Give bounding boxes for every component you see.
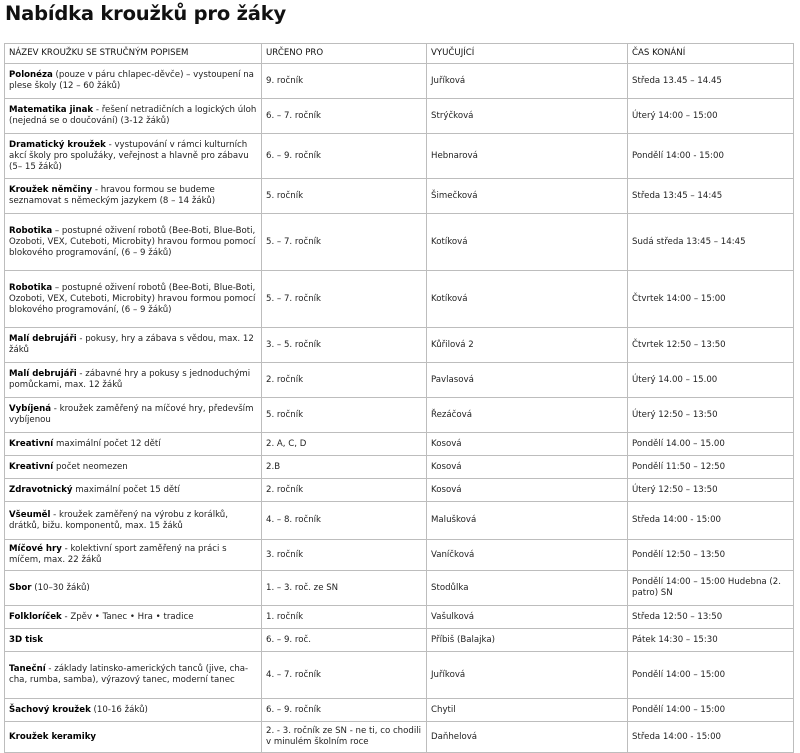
club-desc: - vystupování v rámci kulturních akcí školy pro spolužáky, veřejnost a hlavně pro zábavu (5– 15 žáků) — [9, 139, 249, 172]
club-time: Úterý 12:50 – 13:50 — [628, 398, 794, 433]
club-for: 2. ročník — [262, 363, 427, 398]
club-teacher: Strýčková — [427, 99, 628, 134]
table-row — [5, 456, 794, 479]
table-header-row — [5, 44, 794, 64]
club-teacher: Stodůlka — [427, 571, 628, 606]
club-teacher: Vašulková — [427, 606, 628, 629]
club-desc: - Zpěv • Tanec • Hra • tradice — [61, 611, 194, 622]
club-name: 3D tisk — [9, 634, 43, 645]
club-time: Pondělí 11:50 – 12:50 — [628, 456, 794, 479]
club-desc: maximální počet 15 dětí — [72, 484, 180, 495]
table-row — [5, 328, 794, 363]
club-teacher: Juříková — [427, 652, 628, 699]
club-cell — [5, 363, 262, 398]
club-for: 6. – 9. ročník — [262, 699, 427, 722]
club-name: Robotika — [9, 282, 53, 293]
table-row — [5, 540, 794, 571]
club-name: Míčové hry — [9, 544, 62, 554]
club-cell — [5, 571, 262, 606]
header-time: ČAS KONÁNÍ — [628, 44, 794, 64]
club-name: Folkloríček — [9, 611, 62, 622]
club-time: Čtvrtek 12:50 – 13:50 — [628, 328, 794, 363]
club-name: Kroužek keramiky — [9, 731, 97, 742]
table-row — [5, 214, 794, 271]
club-teacher: Malušková — [427, 502, 628, 540]
club-cell — [5, 479, 262, 502]
club-time: Sudá středa 13:45 – 14:45 — [628, 214, 794, 271]
club-cell — [5, 64, 262, 99]
table-row — [5, 398, 794, 433]
club-for: 5. – 7. ročník — [262, 214, 427, 271]
table-row — [5, 571, 794, 606]
club-desc: – postupné oživení robotů (Bee-Boti, Blue-Boti, Ozoboti, VEX, Cuteboti, Microbity) hravou formou pomocí blokového programování, (6 – 9 žáků) — [9, 225, 256, 258]
table-row — [5, 433, 794, 456]
club-desc: (10–30 žáků) — [31, 582, 90, 593]
club-time: Středa 13:45 – 14:45 — [628, 179, 794, 214]
club-name: Kreativní — [9, 438, 54, 449]
club-desc: - kroužek zaměřený na výrobu z korálků, drátků, bižu. komponentů, max. 15 žáků — [9, 509, 228, 531]
club-cell — [5, 433, 262, 456]
club-teacher: Vaníčková — [427, 540, 628, 571]
table-row — [5, 271, 794, 328]
page-title: Nabídka kroužků pro žáky — [5, 2, 286, 25]
club-teacher: Šimečková — [427, 179, 628, 214]
club-cell — [5, 134, 262, 179]
table-row — [5, 134, 794, 179]
club-teacher: Hebnarová — [427, 134, 628, 179]
club-for: 1. – 3. roč. ze SN — [262, 571, 427, 606]
club-name: Robotika — [9, 225, 53, 236]
club-time: Pondělí 14:00 – 15:00 — [628, 699, 794, 722]
club-time: Čtvrtek 14:00 – 15:00 — [628, 271, 794, 328]
club-cell — [5, 271, 262, 328]
club-time: Pondělí 12:50 – 13:50 — [628, 540, 794, 571]
table-row — [5, 722, 794, 753]
club-time: Pátek 14:30 – 15:30 — [628, 629, 794, 652]
club-for: 1. ročník — [262, 606, 427, 629]
club-name: Sbor — [9, 582, 32, 593]
club-time: Středa 14:00 - 15:00 — [628, 502, 794, 540]
club-desc: (pouze v páru chlapec-děvče) – vystoupení na plese školy (12 – 60 žáků) — [9, 70, 254, 91]
club-for: 5. ročník — [262, 179, 427, 214]
club-cell — [5, 214, 262, 271]
club-name: Zdravotnický — [9, 484, 73, 495]
club-for: 2. A, C, D — [262, 433, 427, 456]
club-name: Malí debrujáři — [9, 369, 77, 379]
table-row — [5, 479, 794, 502]
header-teacher: VYUČUJÍCÍ — [427, 44, 628, 64]
club-time: Středa 14:00 - 15:00 — [628, 722, 794, 753]
club-name: Šachový kroužek — [9, 704, 91, 715]
table-row — [5, 629, 794, 652]
club-for: 5. ročník — [262, 398, 427, 433]
club-teacher: Daňhelová — [427, 722, 628, 753]
club-name: Malí debrujáři — [9, 334, 77, 344]
club-name: Dramatický kroužek — [9, 139, 106, 150]
club-cell — [5, 502, 262, 540]
club-desc: - hravou formou se budeme seznamovat s německým jazykem (8 – 14 žáků) — [9, 185, 216, 206]
club-desc: - pokusy, hry a zábava s vědou, max. 12 žáků — [9, 334, 254, 355]
club-for: 3. ročník — [262, 540, 427, 571]
club-time: Pondělí 14:00 – 15:00 Hudebna (2. patro) SN — [628, 571, 794, 606]
club-time: Pondělí 14:00 – 15:00 — [628, 652, 794, 699]
table-row — [5, 99, 794, 134]
table-row — [5, 363, 794, 398]
club-teacher: Kosová — [427, 456, 628, 479]
header-for: URČENO PRO — [262, 44, 427, 64]
club-teacher: Kotíková — [427, 214, 628, 271]
club-cell — [5, 456, 262, 479]
clubs-table — [4, 43, 794, 753]
club-name: Kreativní — [9, 461, 54, 472]
club-cell — [5, 699, 262, 722]
club-time: Středa 13.45 – 14.45 — [628, 64, 794, 99]
table-row — [5, 179, 794, 214]
table-row — [5, 699, 794, 722]
club-teacher: Kosová — [427, 433, 628, 456]
club-teacher: Řezáčová — [427, 398, 628, 433]
club-name: Polonéza — [9, 70, 53, 80]
table-row — [5, 502, 794, 540]
club-desc: - kolektivní sport zaměřený na práci s míčem, max. 22 žáků — [9, 544, 227, 565]
table-row — [5, 652, 794, 699]
club-for: 5. – 7. ročník — [262, 271, 427, 328]
club-teacher: Juříková — [427, 64, 628, 99]
club-desc: – postupné oživení robotů (Bee-Boti, Blue-Boti, Ozoboti, VEX, Cuteboti, Microbity) hravou formou pomocí blokového programování, (6 – 9 žáků) — [9, 282, 256, 315]
club-desc: - zábavné hry a pokusy s jednoduchými pomůckami, max. 12 žáků — [9, 369, 251, 390]
club-teacher: Chytil — [427, 699, 628, 722]
club-time: Pondělí 14:00 - 15:00 — [628, 134, 794, 179]
club-for: 4. – 7. ročník — [262, 652, 427, 699]
club-name: Všeuměl — [9, 509, 51, 520]
club-cell — [5, 179, 262, 214]
club-desc: - řešení netradičních a logických úloh (nejedná se o doučování) (3-12 žáků) — [9, 105, 257, 126]
club-time: Úterý 14:00 – 15:00 — [628, 99, 794, 134]
header-name: NÁZEV KROUŽKU SE STRUČNÝM POPISEM — [5, 44, 262, 64]
club-for: 6. – 9. roč. — [262, 629, 427, 652]
club-cell — [5, 328, 262, 363]
club-for: 9. ročník — [262, 64, 427, 99]
club-for: 3. – 5. ročník — [262, 328, 427, 363]
club-desc: počet neomezen — [53, 461, 128, 472]
club-for: 2.B — [262, 456, 427, 479]
club-teacher: Kosová — [427, 479, 628, 502]
club-for: 2. - 3. ročník ze SN - ne ti, co chodili v minulém školním roce — [262, 722, 427, 753]
club-name: Kroužek němčiny — [9, 185, 93, 195]
club-cell — [5, 99, 262, 134]
club-cell — [5, 606, 262, 629]
club-desc: - kroužek zaměřený na míčové hry, především vybíjenou — [9, 404, 254, 425]
club-for: 6. – 9. ročník — [262, 134, 427, 179]
club-desc: - základy latinsko-amerických tanců (jive, cha-cha, rumba, samba), výrazový tanec, moderní tanec — [9, 664, 249, 685]
club-name: Vybíjená — [9, 404, 52, 414]
club-time: Středa 12:50 – 13:50 — [628, 606, 794, 629]
club-time: Pondělí 14.00 – 15.00 — [628, 433, 794, 456]
club-cell — [5, 722, 262, 753]
club-name: Taneční — [9, 664, 46, 674]
club-cell — [5, 629, 262, 652]
club-desc: (10-16 žáků) — [90, 704, 148, 715]
club-teacher: Kotíková — [427, 271, 628, 328]
club-for: 2. ročník — [262, 479, 427, 502]
club-time: Úterý 14.00 – 15.00 — [628, 363, 794, 398]
club-time: Úterý 12:50 – 13:50 — [628, 479, 794, 502]
club-name: Matematika jinak — [9, 105, 94, 115]
table-row — [5, 606, 794, 629]
club-cell — [5, 652, 262, 699]
club-teacher: Kůřilová 2 — [427, 328, 628, 363]
club-cell — [5, 398, 262, 433]
club-for: 4. – 8. ročník — [262, 502, 427, 540]
club-desc: maximální počet 12 dětí — [53, 438, 161, 449]
table-row — [5, 64, 794, 99]
club-teacher: Příbiš (Balajka) — [427, 629, 628, 652]
club-for: 6. – 7. ročník — [262, 99, 427, 134]
club-teacher: Pavlasová — [427, 363, 628, 398]
club-cell — [5, 540, 262, 571]
